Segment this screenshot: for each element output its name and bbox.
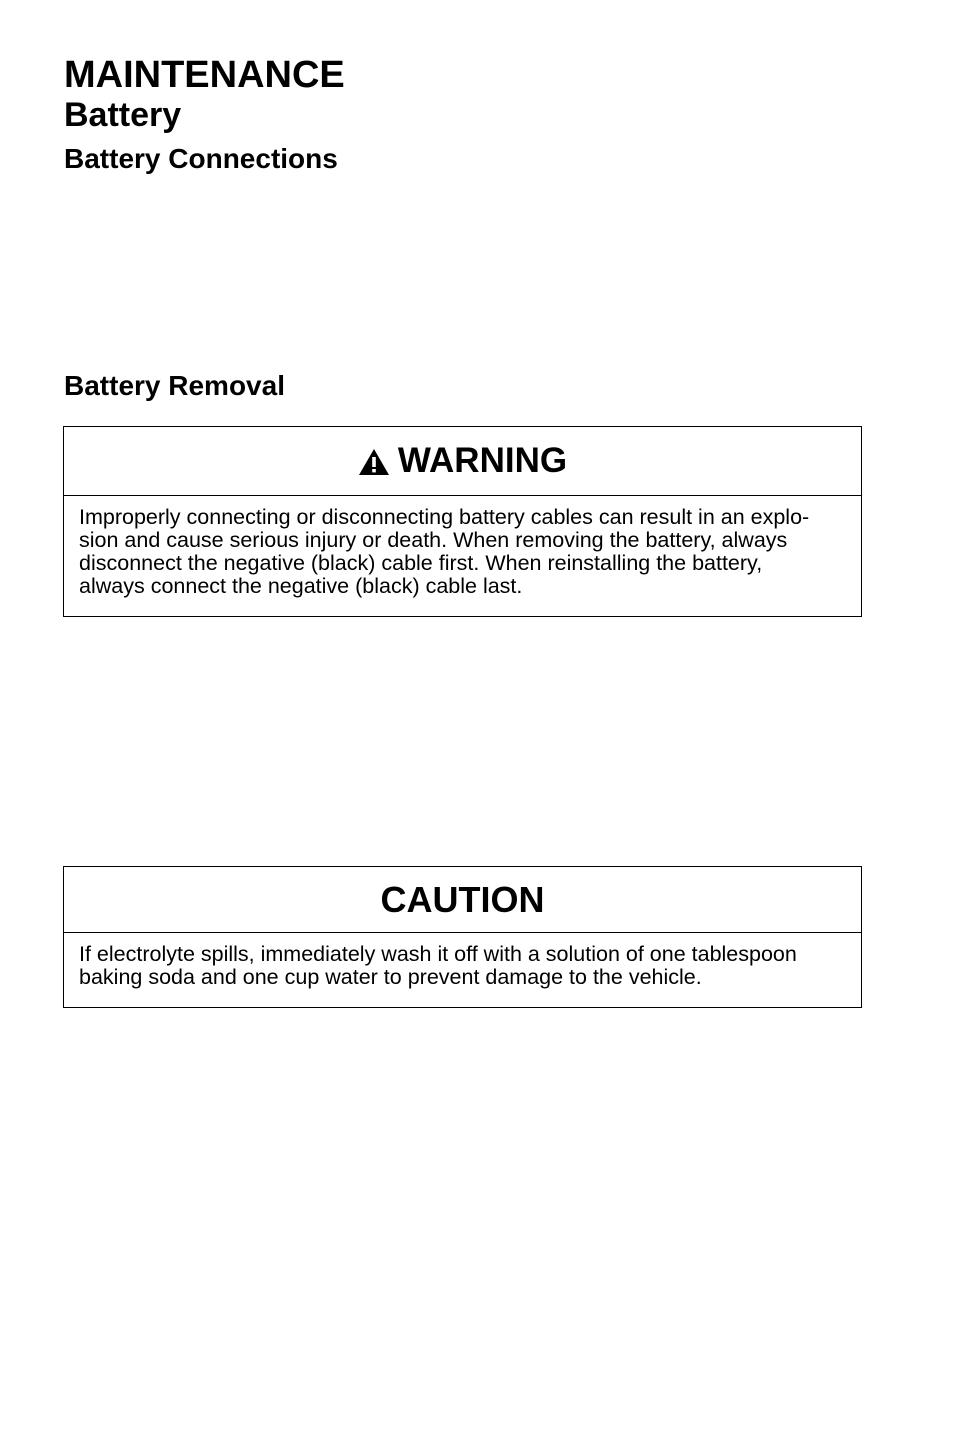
warning-header (64, 427, 861, 496)
warning-line: sion and cause serious injury or death. When removing the battery, always (79, 528, 788, 552)
subsection-title-battery-connections: Battery Connections (64, 143, 338, 174)
caution-line: baking soda and one cup water to prevent damage to the vehicle. (79, 965, 702, 989)
caution-header (64, 867, 861, 933)
caution-title: CAUTION (380, 878, 545, 920)
warning-title: WARNING (397, 441, 568, 480)
section-title: Battery (64, 96, 182, 134)
warning-text (64, 496, 861, 598)
chapter-title: MAINTENANCE (64, 54, 345, 96)
caution-box (63, 866, 862, 1008)
warning-line: always connect the negative (black) cable last. (79, 574, 523, 598)
warning-line: disconnect the negative (black) cable first. When reinstalling the battery, (79, 551, 763, 575)
caution-line: If electrolyte spills, immediately wash it off with a solution of one tablespoon (79, 942, 797, 966)
warning-box (63, 426, 862, 617)
warning-line: Improperly connecting or disconnecting battery cables can result in an explo- (79, 505, 810, 529)
caution-text (64, 933, 861, 989)
warning-triangle-icon (358, 448, 390, 476)
subsection-title-battery-removal: Battery Removal (64, 370, 285, 401)
